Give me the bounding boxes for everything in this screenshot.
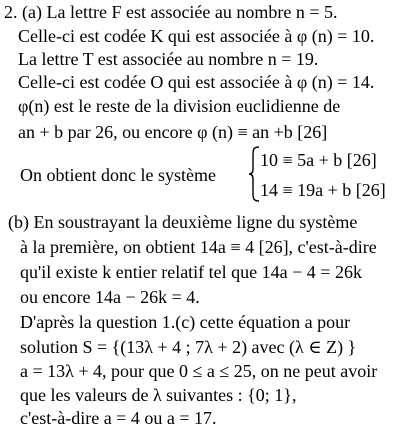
part-a-line-6: an + b par 26, ou encore φ (n) ≡ an +b [26] <box>18 122 328 142</box>
part-b-line-5: D'après la question 1.(c) cette équation a pour <box>20 312 351 332</box>
part-a-line-5: φ(n) est le reste de la division euclidienne de <box>18 96 341 116</box>
part-b-line-4: ou encore 14a − 26k = 4. <box>20 287 200 307</box>
part-a-line-2: Celle-ci est codée K qui est associée à φ (n) = 10. <box>18 26 375 46</box>
part-b-line-7: a = 13λ + 4, pour que 0 ≤ a ≤ 25, on ne peut avoir <box>20 361 378 381</box>
left-brace-icon <box>248 146 260 202</box>
system-equation-1: 10 ≡ 5a + b [26] <box>260 150 377 170</box>
part-a-line-4: Celle-ci est codée O qui est associée à φ (n) = 14. <box>18 72 375 92</box>
part-b-line-1: (b) En soustrayant la deuxième ligne du système <box>8 212 358 232</box>
part-a-line-1: 2. (a) La lettre F est associée au nombre n = 5. <box>4 2 338 22</box>
part-b-line-2: à la première, on obtient 14a ≡ 4 [26], c'est-à-dire <box>20 237 377 257</box>
part-b-line-8: que les valeurs de λ suivantes : {0; 1}, <box>20 385 297 405</box>
part-b-line-9: c'est-à-dire a = 4 ou a = 17. <box>20 408 217 428</box>
part-b-line-3: qu'il existe k entier relatif tel que 14a − 4 = 26k <box>20 262 362 282</box>
system-equation-2: 14 ≡ 19a + b [26] <box>260 180 386 200</box>
part-a-line-3: La lettre T est associée au nombre n = 19. <box>18 49 319 69</box>
system-intro-text: On obtient donc le système <box>20 165 216 185</box>
part-b-line-6: solution S = {(13λ + 4 ; 7λ + 2) avec (λ ∈ Z) } <box>20 337 357 357</box>
equation-system <box>248 146 398 202</box>
